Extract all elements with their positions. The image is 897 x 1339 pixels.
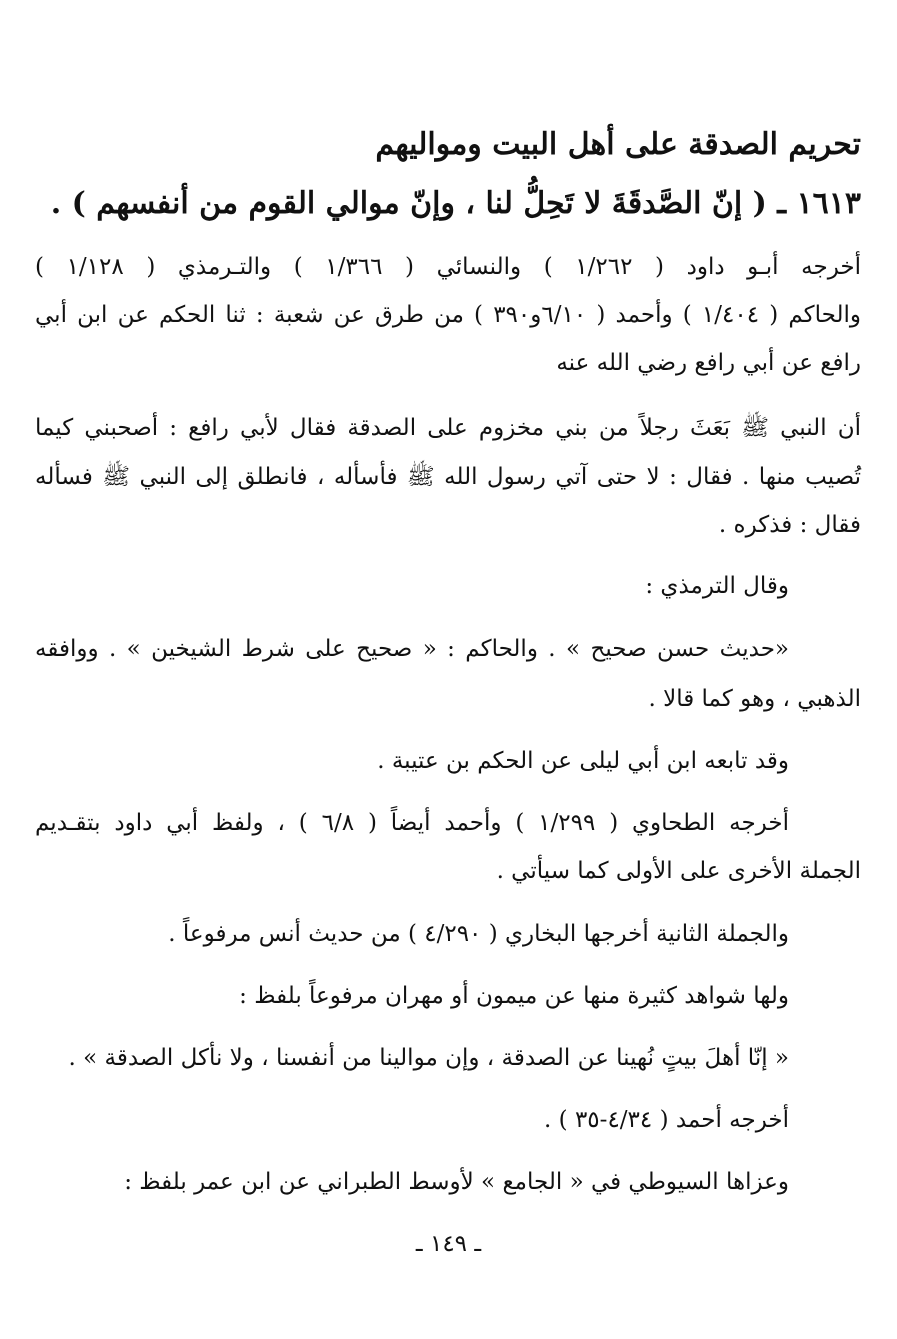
paragraph-line: الجملة الأخرى على الأولى كما سيأتي . xyxy=(496,858,861,884)
paragraph-line: أخرجه أحمد ( ٤/٣٤-٣٥ ) . xyxy=(544,1107,789,1133)
paragraph-line: والحاكم ( ١/٤٠٤ ) وأحمد ( ٦/١٠و٣٩٠ ) من طرق عن شعبة : ثنا الحكم عن ابن أبي xyxy=(35,302,861,328)
paragraph-line: وقد تابعه ابن أبي ليلى عن الحكم بن عتيبة . xyxy=(377,748,789,774)
quoted-hadith: « إنّا أهلَ بيتٍ نُهينا عن الصدقة ، وإن موالينا من أنفسنا ، ولا نأكل الصدقة » . xyxy=(68,1045,789,1071)
paragraph-line: تُصيب منها . فقال : لا حتى آتي رسول الله ﷺ فأسأله ، فانطلق إلى النبي ﷺ فسأله xyxy=(35,464,861,490)
paragraph-line: أخرجه الطحاوي ( ١/٢٩٩ ) وأحمد أيضاً ( ٦/٨ ) ، ولفظ أبي داود بتقـديم xyxy=(35,810,789,836)
paragraph-line: الذهبي ، وهو كما قالا . xyxy=(648,686,861,712)
paragraph-line: أخرجه أبـو داود ( ١/٢٦٢ ) والنسائي ( ١/٣٦٦ ) والتـرمذي ( ١/١٢٨ ) xyxy=(35,254,861,280)
paragraph-line: فقال : فذكره . xyxy=(718,512,861,538)
paragraph-line: رافع عن أبي رافع رضي الله عنه xyxy=(556,350,861,376)
paragraph-line: ولها شواهد كثيرة منها عن ميمون أو مهران مرفوعاً بلفظ : xyxy=(239,983,789,1009)
page-number: ـ ١٤٩ ـ xyxy=(415,1231,482,1257)
hadith-text: ١٦١٣ ـ ( إنّ الصَّدقَةَ لا تَحِلُّ لنا ، وإنّ موالي القوم من أنفسهم ) . xyxy=(50,186,861,221)
paragraph-line: وقال الترمذي : xyxy=(645,573,789,599)
chapter-title: تحريم الصدقة على أهل البيت ومواليهم xyxy=(375,127,861,162)
paragraph-line: والجملة الثانية أخرجها البخاري ( ٤/٢٩٠ ) من حديث أنس مرفوعاً . xyxy=(168,921,789,947)
paragraph-line: أن النبي ﷺ بَعَثَ رجلاً من بني مخزوم على الصدقة فقال لأبي رافع : أصحبني كيما xyxy=(35,415,861,441)
paragraph-line: وعزاها السيوطي في « الجامع » لأوسط الطبراني عن ابن عمر بلفظ : xyxy=(124,1169,789,1195)
paragraph-line: «حديث حسن صحيح » . والحاكم : « صحيح على شرط الشيخين » . ووافقه xyxy=(35,636,789,662)
